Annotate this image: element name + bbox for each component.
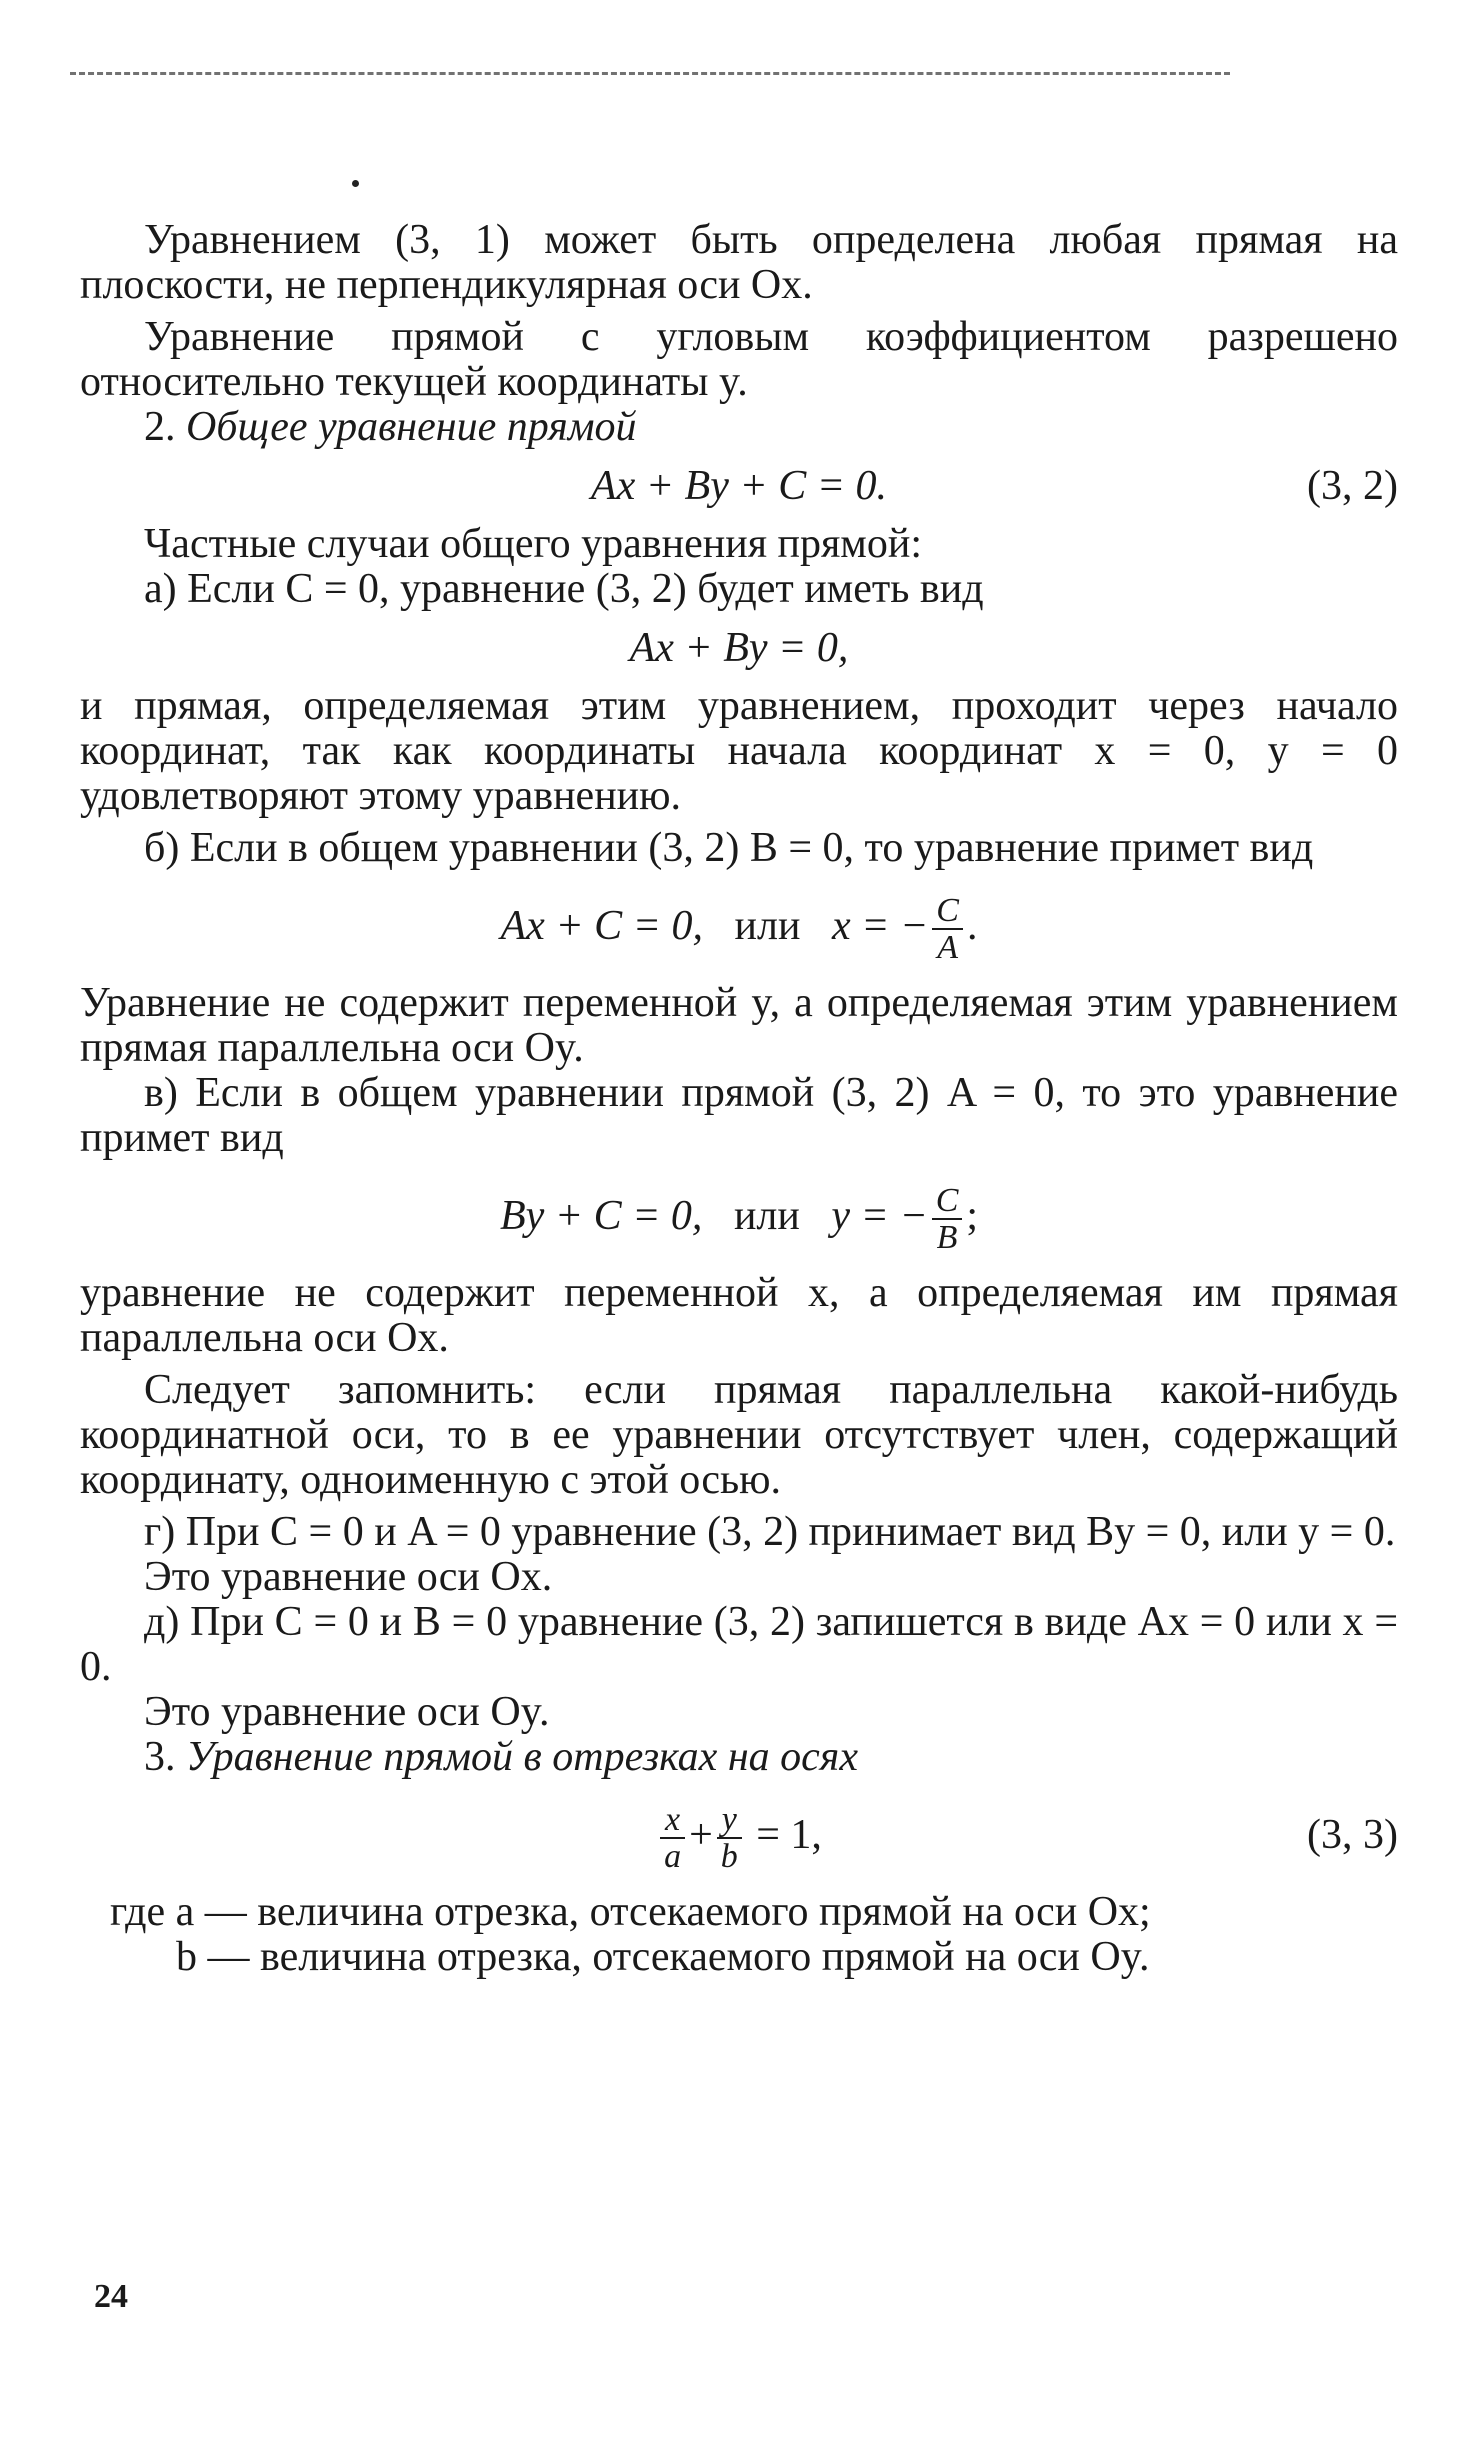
fraction-numerator: y (717, 1802, 742, 1840)
equation-3-3 (80, 1780, 1398, 1890)
fraction-c-over-a (932, 893, 963, 966)
fraction-denominator: b (720, 1838, 738, 1876)
case-d-text: д) При C = 0 и B = 0 уравнение (3, 2) запишется в виде Ax = 0 или x = 0. (80, 1599, 1398, 1690)
case-v-explanation: уравнение не содержит переменной x, а определяемая им прямая параллельна оси Ox. (80, 1270, 1398, 1361)
case-d-note: Это уравнение оси Oy. (144, 1689, 550, 1735)
equation-text: Ax + By = 0, (629, 625, 849, 671)
case-g-note: Это уравнение оси Ox. (144, 1554, 553, 1600)
equation-word: или (733, 1193, 800, 1239)
equation-left: Ax + C = 0, (500, 903, 704, 949)
equation-end: ; (966, 1193, 979, 1239)
where-b-line: b — величина отрезка, отсекаемого прямой на оси Oy. (176, 1934, 1150, 1980)
equation-case-b (80, 871, 1398, 981)
section-heading-intercept (80, 1735, 1398, 1780)
page-number: 24 (94, 2278, 128, 2315)
case-g-text: г) При C = 0 и A = 0 уравнение (3, 2) принимает вид By = 0, или y = 0. (144, 1509, 1396, 1555)
fraction-numerator: C (932, 893, 963, 931)
section-number: 2. (144, 404, 176, 450)
paragraph-slope-form: Уравнение прямой с угловым коэффициентом разрешено относительно текущей координаты y. (80, 314, 1398, 405)
fraction-denominator: A (937, 929, 959, 967)
case-a-text: а) Если C = 0, уравнение (3, 2) будет иметь вид (144, 566, 984, 612)
paragraph-remember: Следует запомнить: если прямая параллельна какой-нибудь координатной оси, то в ее уравнении отсутствует член, содержащий координату, одноименную с этой осью. (80, 1367, 1398, 1503)
fraction-denominator: a (664, 1838, 682, 1876)
fraction-numerator: x (660, 1802, 685, 1840)
equation-case-a (80, 612, 1398, 684)
paragraph-special-cases: Частные случаи общего уравнения прямой: (144, 521, 923, 567)
equation-number: (3, 3) (1307, 1812, 1398, 1858)
equation-left: By + C = 0, (499, 1193, 703, 1239)
fraction-numerator: C (932, 1183, 963, 1221)
section-number: 3. (144, 1734, 176, 1780)
equation-number: (3, 2) (1307, 463, 1398, 509)
case-v-text: в) Если в общем уравнении прямой (3, 2) A = 0, то это уравнение примет вид (80, 1070, 1398, 1161)
header-rule (70, 72, 1230, 75)
equation-text: Ax + By + C = 0. (590, 463, 888, 509)
where-a-line: где a — величина отрезка, отсекаемого прямой на оси Ox; (110, 1889, 1151, 1935)
equation-rest: = 1, (756, 1812, 822, 1858)
equation-mid: x = − (831, 903, 929, 949)
section-title: Уравнение прямой в отрезках на осях (186, 1734, 858, 1780)
equation-3-2 (80, 450, 1398, 522)
page-body (80, 218, 1398, 1980)
case-b-explanation: Уравнение не содержит переменной y, а определяемая этим уравнением прямая параллельна оси Oy. (80, 980, 1398, 1071)
fraction-c-over-b (932, 1183, 963, 1256)
equation-plus: + (689, 1812, 713, 1858)
equation-end: . (966, 903, 978, 949)
equation-case-v (80, 1161, 1398, 1271)
section-title: Общее уравнение прямой (186, 404, 637, 450)
case-a-explanation: и прямая, определяемая этим уравнением, проходит через начало координат, так как координаты начала координат x = 0, y = 0 удовлетворяют этому уравнению. (80, 683, 1398, 819)
fraction-x-over-a (660, 1802, 685, 1875)
paragraph-line-any: Уравнением (3, 1) может быть определена любая прямая на плоскости, не перпендикулярная оси Ox. (80, 217, 1398, 308)
equation-mid: y = − (831, 1193, 928, 1239)
print-speck (352, 180, 359, 187)
fraction-denominator: B (936, 1219, 958, 1257)
equation-word: или (734, 903, 801, 949)
case-b-text: б) Если в общем уравнении (3, 2) B = 0, то уравнение примет вид (144, 825, 1314, 871)
fraction-y-over-b (717, 1802, 742, 1875)
section-heading-general (80, 405, 1398, 450)
